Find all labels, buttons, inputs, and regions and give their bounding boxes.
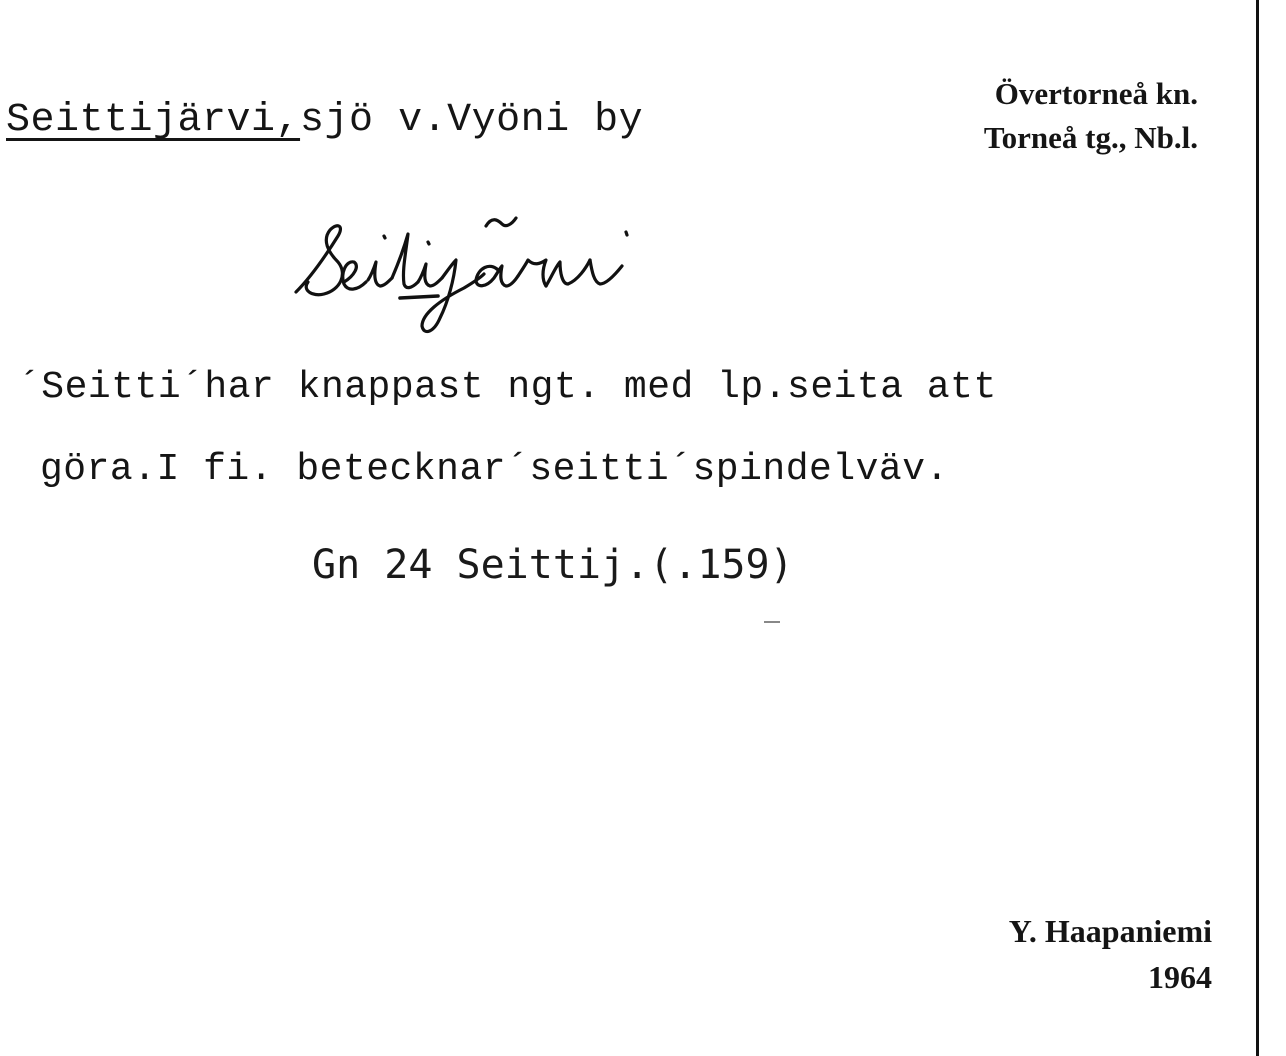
map-reference: Gn 24 Seittij.(.159) [312,542,794,588]
handwritten-form [288,190,808,340]
headword-name: Seittijärvi, [6,98,301,143]
parish-municipality: Övertorneå kn. [994,76,1198,111]
parish-district: Torneå tg., Nb.l. [983,120,1198,155]
note-line-1: ´Seitti´har knappast ngt. med lp.seita att [18,366,997,409]
author-block [1009,908,1212,1000]
paper-speck [764,621,780,623]
author-year: 1964 [1148,959,1212,995]
headword-description: sjö v.Vyöni by [300,98,644,143]
note-line-2: göra.I fi. betecknar´seitti´spindelväv. [40,448,949,491]
parish-block [984,72,1198,160]
headword-line [6,98,643,143]
author-name: Y. Haapaniemi [1008,913,1212,949]
card-edge [1256,0,1259,1056]
